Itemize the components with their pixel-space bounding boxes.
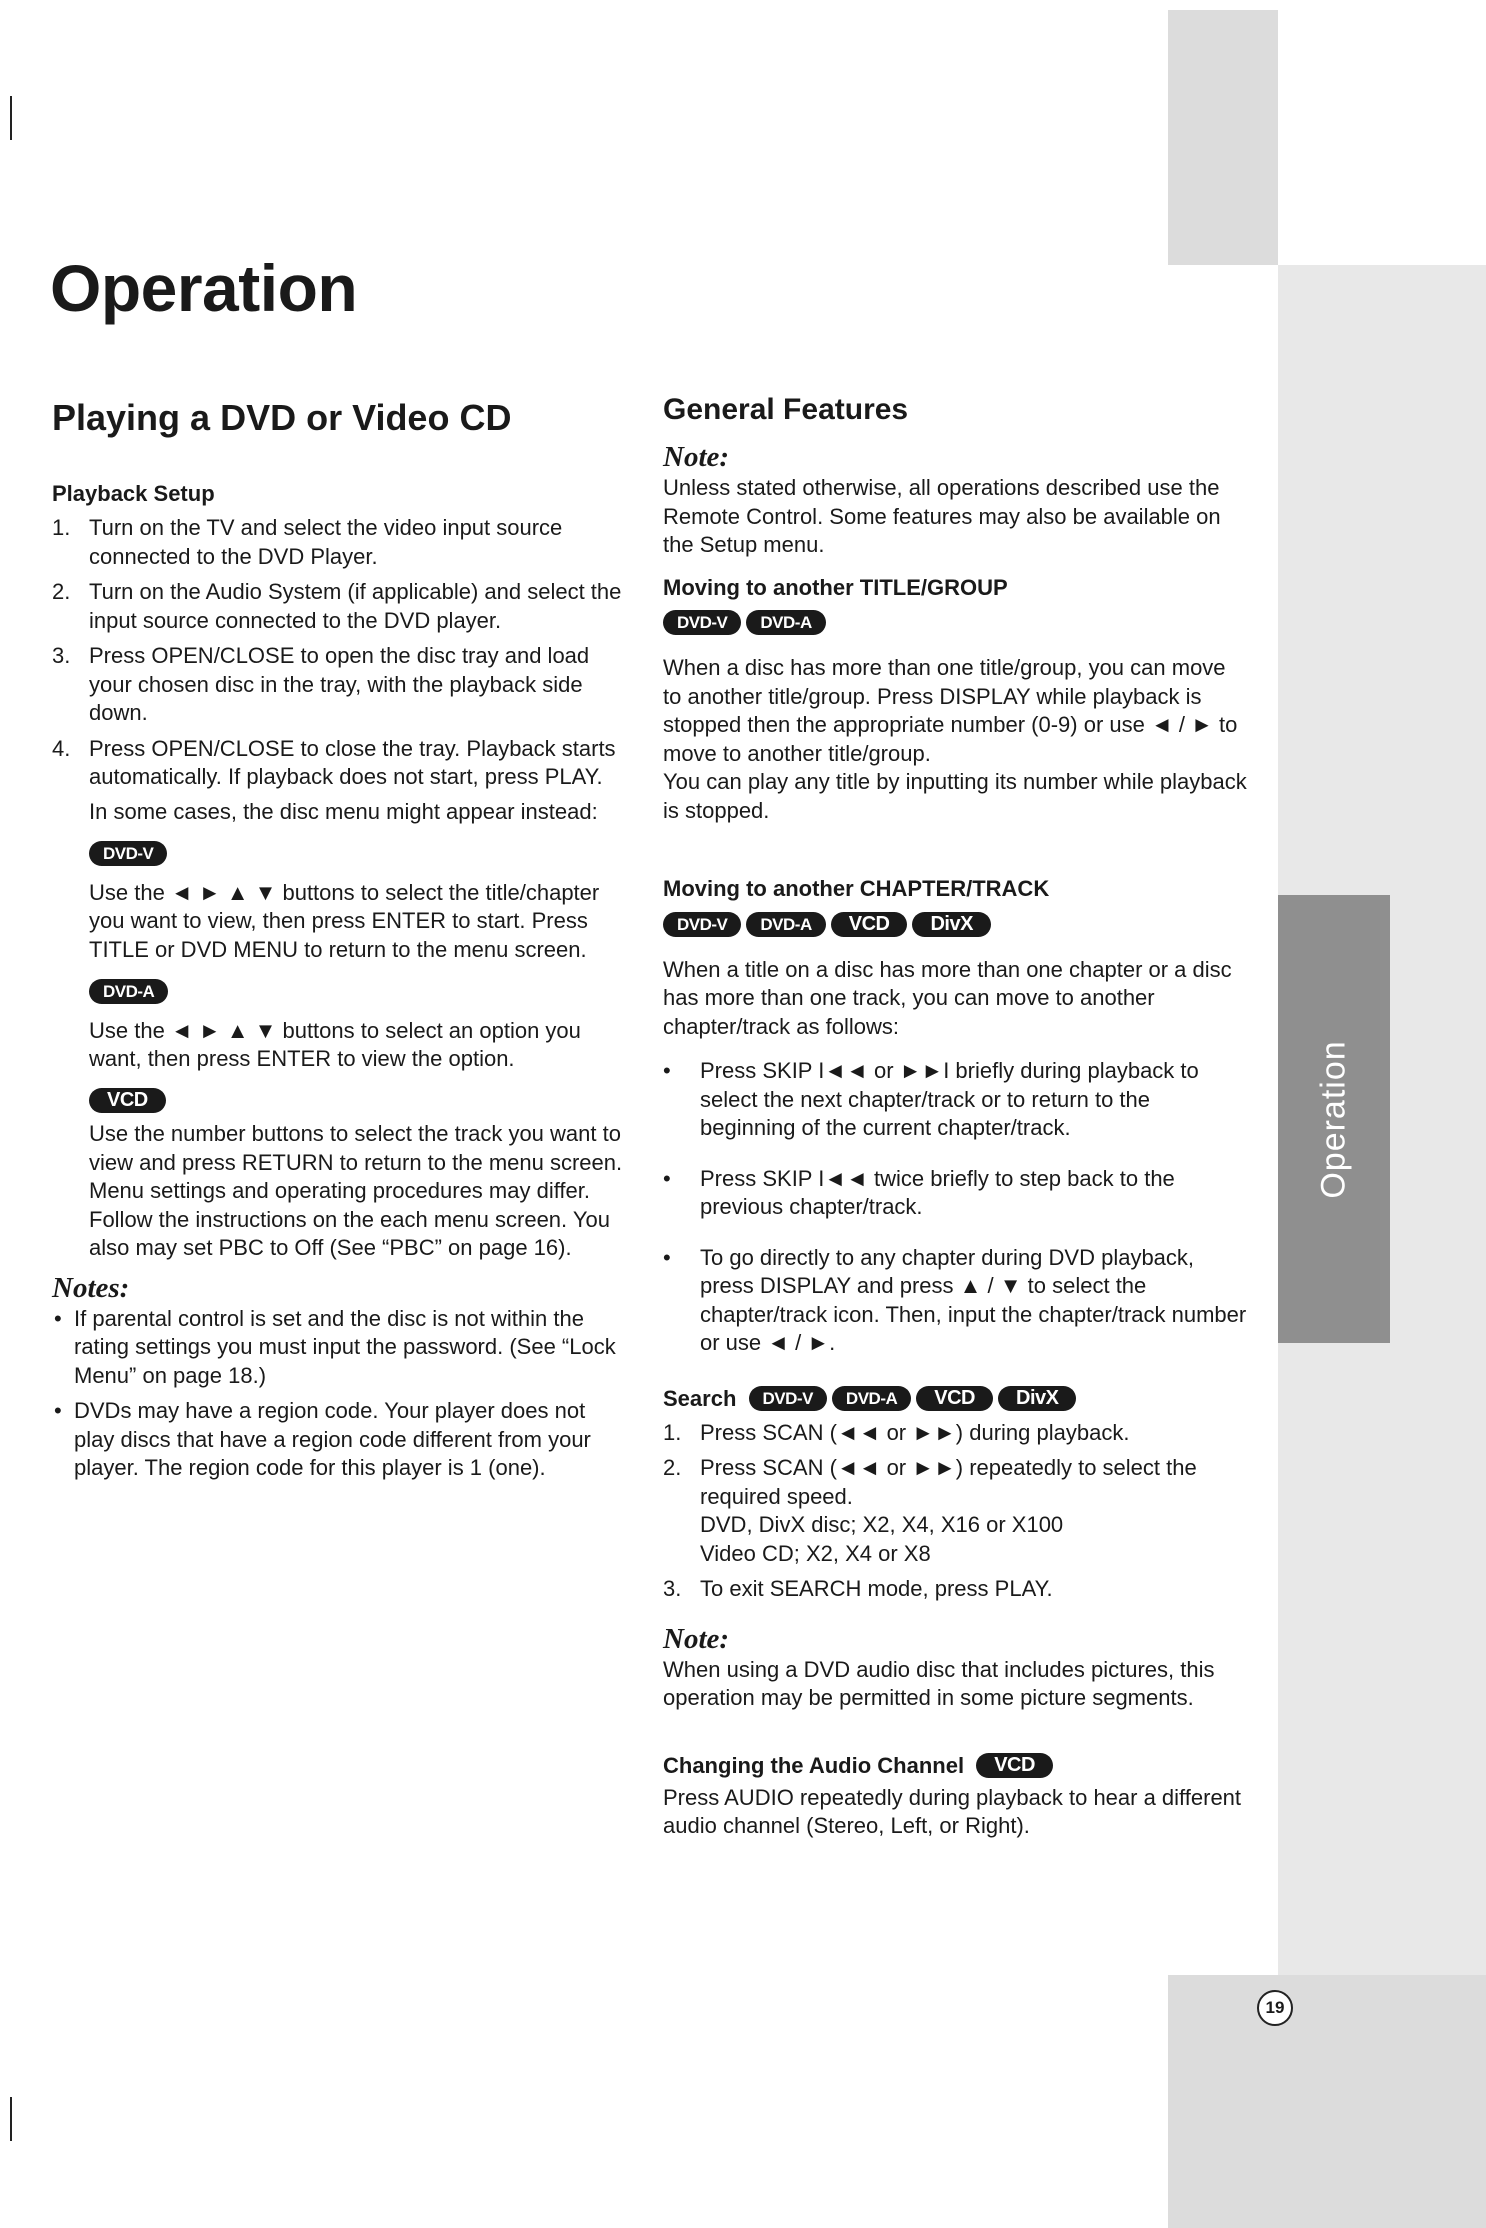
dvd-a-badge: DVD-A [746, 912, 825, 937]
list-item: • DVDs may have a region code. Your player does not play discs that have a region code different from your player. The region code for this player is 1 (one). [54, 1398, 591, 1480]
crop-mark-bottom [10, 2097, 12, 2141]
audio-channel-text: Press AUDIO repeatedly during playback to hear a different audio channel (Stereo, Left, or Right). [663, 1784, 1242, 1839]
chapter-track-intro: When a title on a disc has more than one chapter or a disc has more than one track, you can move to another chapter/track as follows: [663, 956, 1232, 1039]
search-steps [663, 1419, 1248, 1604]
side-margin-top [1168, 10, 1278, 265]
audio-channel-heading: Changing the Audio Channel [663, 1752, 965, 1778]
search-note-label: Note: [663, 1622, 730, 1655]
title-group-text-2: You can play any title by inputting its number while playback is stopped. [663, 769, 1247, 823]
side-margin-bottom [1168, 1975, 1486, 2228]
search-heading: Search [663, 1385, 737, 1411]
list-item: 1. Press SCAN (◄◄ or ►►) during playback. [663, 1419, 1130, 1445]
title-group-text: When a disc has more than one title/group, you can move to another title/group. Press DISPLAY while playback is stopped then the appropriate number (0-9) or use ◄ / ► to move to another title/group. [663, 655, 1238, 766]
notes-label: Notes: [52, 1271, 130, 1304]
divx-badge: DivX [912, 912, 990, 937]
dvd-v-badge: DVD-V [663, 610, 741, 635]
title-group-heading: Moving to another TITLE/GROUP [663, 574, 1008, 600]
note-label: Note: [663, 441, 730, 473]
section-heading: Playing a DVD or Video CD [52, 397, 512, 438]
list-item: • If parental control is set and the disc is not within the rating settings you must input the password. (See “Lock Menu” on page 18.) [54, 1305, 616, 1388]
search-note-text: When using a DVD audio disc that includes pictures, this operation may be permitted in some picture segments. [663, 1656, 1215, 1711]
dvd-a-badge: DVD-A [89, 979, 168, 1004]
list-item: 2. Press SCAN (◄◄ or ►►) repeatedly to select the required speed. DVD, DivX disc; X2, X4, X16 or X100 Video CD; X2, X4 or X8 [663, 1455, 1197, 1566]
menu-intro: In some cases, the disc menu might appear instead: [89, 798, 598, 824]
chapter-track-list [663, 1057, 1248, 1358]
vcd-badge: VCD [89, 1088, 166, 1113]
vcd-badge: VCD [831, 912, 908, 937]
general-features-heading: General Features [663, 393, 909, 426]
page-title: Operation [50, 251, 358, 325]
speed-vcd: Video CD; X2, X4 or X8 [700, 1540, 931, 1566]
dvd-a-badge: DVD-A [832, 1386, 911, 1411]
dvd-a-badge: DVD-A [746, 610, 825, 635]
list-item: 1. Turn on the TV and select the video input source connected to the DVD Player. [52, 515, 563, 569]
speed-dvd: DVD, DivX disc; X2, X4, X16 or X100 [700, 1512, 1064, 1538]
vcd-instructions: Use the number buttons to select the track you want to view and press RETURN to return to the menu screen. Menu settings and operating procedures may differ. Follow the instructions on the each menu screen. You also may set PBC to Off (See “PBC” on page 16). [89, 1121, 623, 1260]
dvd-v-badge: DVD-V [749, 1386, 827, 1411]
left-column [52, 396, 624, 1483]
notes-list [52, 1305, 624, 1483]
page-number: 19 [1257, 1990, 1293, 2026]
list-item: 3. To exit SEARCH mode, press PLAY. [663, 1576, 1053, 1602]
dvd-v-badge: DVD-V [89, 841, 167, 866]
list-item: 2. Turn on the Audio System (if applicable) and select the input source connected to the DVD player. [52, 579, 622, 633]
list-item: • Press SKIP I◄◄ twice briefly to step back to the previous chapter/track. [663, 1165, 1175, 1219]
section-tab-label: Operation [1314, 1039, 1353, 1199]
dvd-v-instructions: Use the ◄ ► ▲ ▼ buttons to select the title/chapter you want to view, then press ENTER to start. Press TITLE or DVD MENU to return to the menu screen. [89, 879, 600, 962]
list-item: 3. Press OPEN/CLOSE to open the disc tray and load your chosen disc in the tray, with the playback side down. [52, 643, 590, 725]
note-text: Unless stated otherwise, all operations described use the Remote Control. Some features may also be available on the Setup menu. [663, 475, 1221, 557]
section-tab [1278, 895, 1390, 1343]
crop-mark-top [10, 96, 12, 140]
right-column [663, 393, 1248, 1841]
list-item: • Press SKIP I◄◄ or ►►I briefly during playback to select the next chapter/track or to return to the beginning of the current chapter/track. [663, 1058, 1199, 1140]
playback-steps [52, 514, 624, 792]
playback-setup-heading: Playback Setup [52, 481, 215, 506]
vcd-badge: VCD [976, 1753, 1053, 1778]
list-item: 4. Press OPEN/CLOSE to close the tray. Playback starts automatically. If playback does not start, press PLAY. [52, 735, 616, 789]
chapter-track-heading: Moving to another CHAPTER/TRACK [663, 876, 1050, 901]
vcd-badge: VCD [916, 1386, 993, 1411]
divx-badge: DivX [998, 1386, 1076, 1411]
dvd-v-badge: DVD-V [663, 912, 741, 937]
dvd-a-instructions: Use the ◄ ► ▲ ▼ buttons to select an option you want, then press ENTER to view the option. [89, 1017, 581, 1071]
list-item: • To go directly to any chapter during DVD playback, press DISPLAY and press ▲ / ▼ to select the chapter/track icon. Then, input the chapter/track number or use ◄ / ►. [663, 1244, 1247, 1355]
